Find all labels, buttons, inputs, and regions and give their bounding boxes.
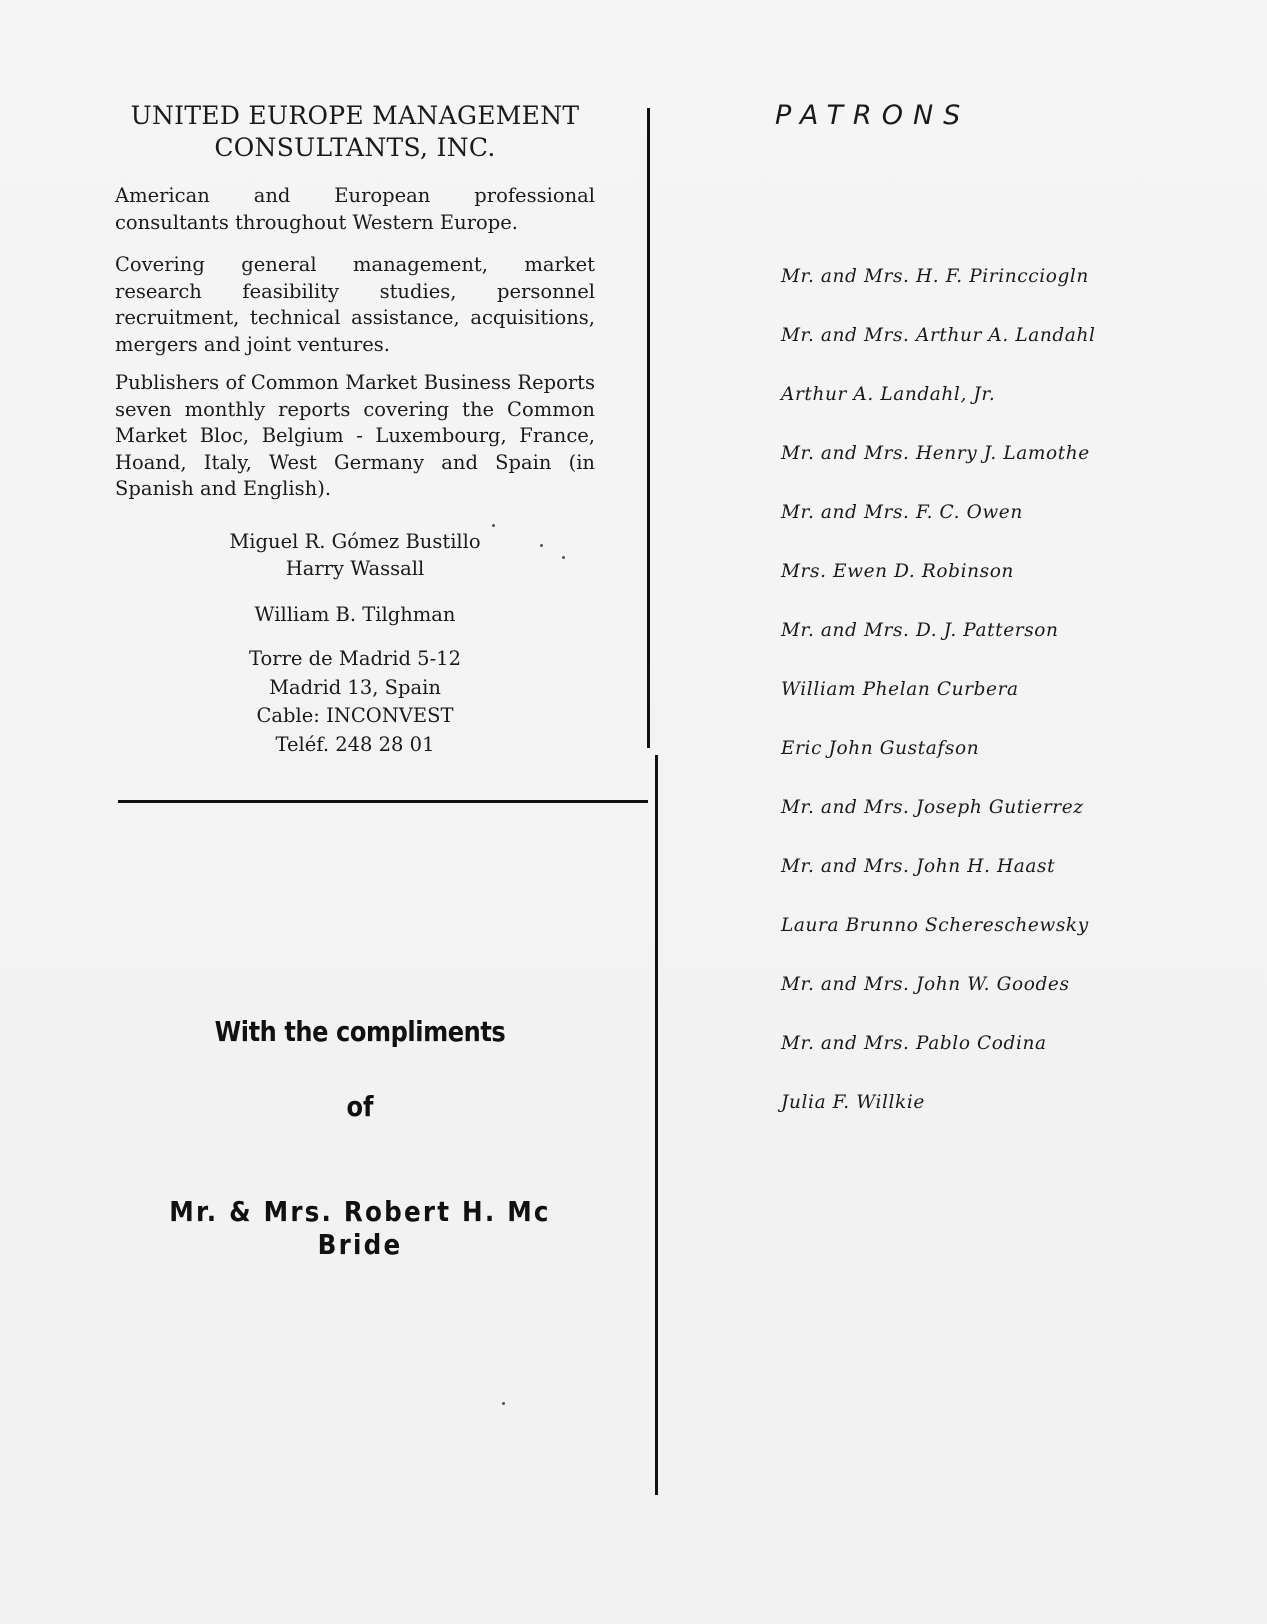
patron-name: William Phelan Curbera <box>781 679 1019 700</box>
patrons-list <box>781 262 1095 1147</box>
principal-name: Miguel R. Gómez Bustillo <box>229 530 481 553</box>
patron-name: Mr. and Mrs. Henry J. Lamothe <box>781 443 1090 464</box>
company-services: Covering general management, market research feasibility studies, personnel recruitment, technical assistance, acquisitions, mergers and joint ventures. <box>115 253 595 356</box>
address-line: Cable: INCONVEST <box>256 704 454 727</box>
patron-name: Arthur A. Landahl, Jr. <box>781 384 996 405</box>
patron-name: Mr. and Mrs. Joseph Gutierrez <box>781 797 1084 818</box>
patron-name: Julia F. Willkie <box>781 1092 925 1113</box>
column-divider-bottom <box>655 755 658 1495</box>
patron-name: Mr. and Mrs. D. J. Patterson <box>781 620 1059 641</box>
address-line: Madrid 13, Spain <box>269 675 441 699</box>
company-title-line-1: UNITED EUROPE MANAGEMENT <box>130 101 580 130</box>
speck <box>562 556 565 559</box>
patron-name: Mr. and Mrs. Arthur A. Landahl <box>781 325 1096 346</box>
patron-name: Laura Brunno Schereschewsky <box>781 915 1089 936</box>
patron-name: Mr. and Mrs. F. C. Owen <box>781 502 1023 523</box>
compliments-line: With the compliments <box>214 1015 506 1048</box>
section-divider <box>118 800 648 803</box>
address-line: Torre de Madrid 5-12 <box>249 647 461 670</box>
patron-name: Mrs. Ewen D. Robinson <box>781 561 1014 582</box>
sponsor-name: Mr. & Mrs. Robert H. Mc Bride <box>169 1195 551 1261</box>
patrons-heading: PATRONS <box>775 100 971 131</box>
patron-name: Mr. and Mrs. H. F. Pirincciogln <box>781 266 1089 287</box>
principal-name: William B. Tilghman <box>254 603 456 626</box>
speck <box>540 544 543 547</box>
column-divider-top <box>647 108 650 748</box>
patron-name: Mr. and Mrs. Pablo Codina <box>781 1033 1047 1054</box>
company-title-line-2: CONSULTANTS, INC. <box>214 133 496 162</box>
company-description: American and European professional consultants throughout Western Europe. <box>115 184 595 234</box>
patron-name: Mr. and Mrs. John H. Haast <box>781 856 1056 877</box>
speck <box>492 524 495 527</box>
compliments-of: of <box>346 1090 374 1123</box>
principals-list <box>115 528 595 582</box>
patron-name: Eric John Gustafson <box>781 738 980 759</box>
company-publications: Publishers of Common Market Business Reports seven monthly reports covering the Common Market Bloc, Belgium - Luxembourg, France, Hoand, Italy, West Germany and Spain (in Spanish and English). <box>115 371 595 500</box>
speck <box>502 1402 505 1405</box>
company-address <box>115 645 595 759</box>
patron-name: Mr. and Mrs. John W. Goodes <box>781 974 1070 995</box>
company-title <box>115 100 595 164</box>
principal-name: Harry Wassall <box>285 557 425 580</box>
address-line: Teléf. 248 28 01 <box>275 732 435 756</box>
